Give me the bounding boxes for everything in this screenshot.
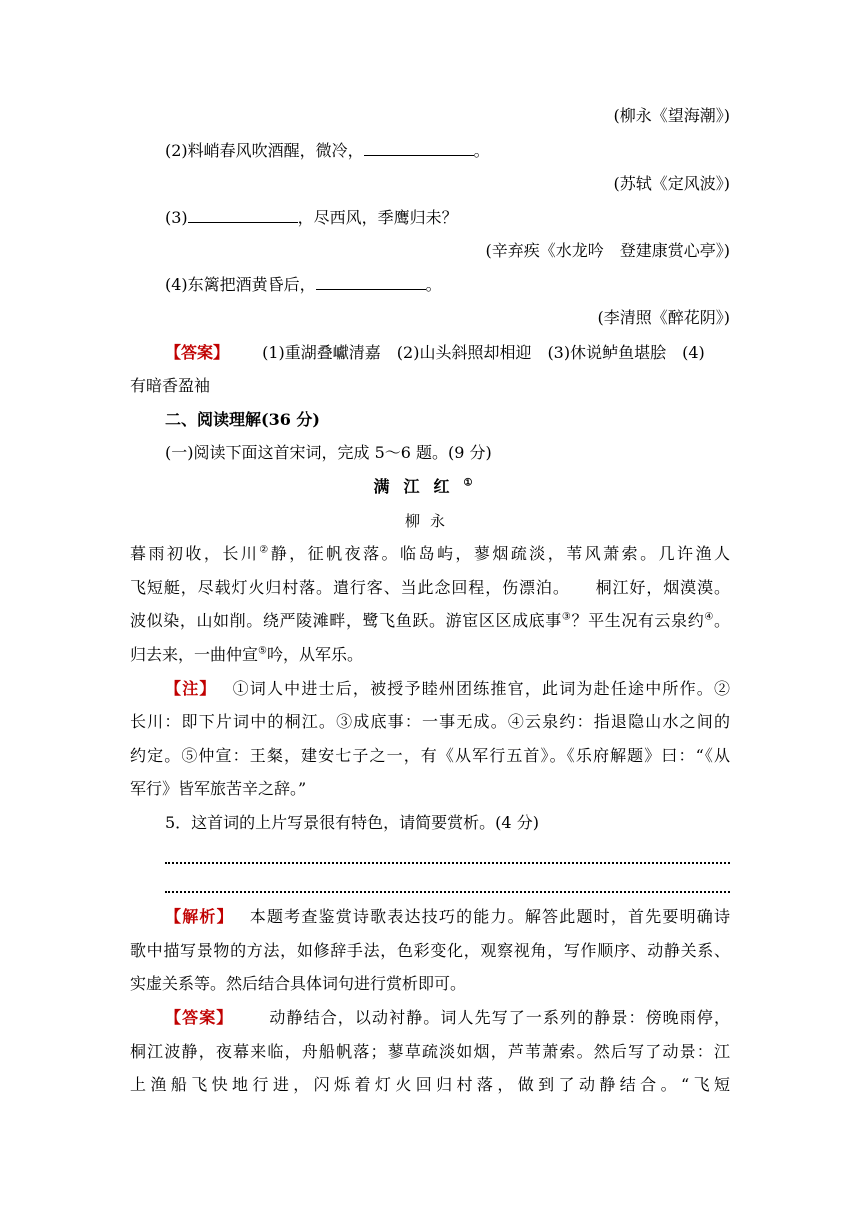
answer5-line: 上渔船飞快地行进，闪烁着灯火回归村落，做到了动静结合。“飞短 [130,1075,730,1094]
poem-text: ？平生况有云泉约 [571,611,705,630]
section-heading: 二、阅读理解(36 分) [165,410,320,429]
footnote-marker: ② [259,544,271,556]
footnote-marker: ⑤ [258,645,267,657]
answer-text: (1)重湖叠巘清嘉 (2)山头斜照却相迎 (3)休说鲈鱼堪脍 (4) [262,343,705,362]
question-5: 5．这首词的上片写景很有特色，请简要赏析。(4 分) [165,813,539,832]
question-4 [165,273,442,297]
poem-text: 。 [713,611,730,630]
answer-tag: 【答案】 [165,1008,234,1027]
footnote-marker: ③ [561,611,572,623]
poem-title [0,475,860,499]
note-line: 军行》皆军旅苦辛之辞。” [130,779,307,798]
source-citation: (柳永《望海潮》) [613,106,730,125]
question-text: 。 [425,275,442,294]
question-3 [165,206,458,230]
answer5-text: 动静结合，以动衬静。词人先写了一系列的静景：傍晚雨停， [269,1008,730,1027]
poem-author: 柳永 [404,512,455,530]
note-tag: 【注】 [165,679,217,698]
answer5-line [165,1006,730,1030]
analysis-text: 本题考查鉴赏诗歌表达技巧的能力。解答此题时，首先要明确诗 [249,907,730,926]
analysis-line [165,905,730,929]
answer-blank[interactable] [364,139,474,156]
poem-text: 吟，从军乐。 [266,645,363,664]
poem-text: 波似染，山如削。绕严陵滩畔，鹭飞鱼跃。游宦区区成底事 [130,611,562,630]
question-text: (4)东篱把酒黄昏后， [165,275,316,294]
poem-line [130,609,730,633]
footnote-marker: ① [463,477,487,489]
analysis-tag: 【解析】 [165,907,234,926]
question-text: 。 [473,141,490,160]
poem-text: 暮雨初收，长川 [130,544,260,563]
poem-text: 飞短艇，尽载灯火归村落。遣行客、当此念回程，伤漂泊。 桐江好，烟漠漠。 [130,578,730,597]
poem-line [130,576,730,600]
note-line: 长川：即下片词中的桐江。③成底事：一事无成。④云泉约：指退隐山水之间的 [130,712,730,731]
poem-text: 归去来，一曲仲宣 [130,645,259,664]
source-citation: (苏轼《定风波》) [613,174,730,193]
source-citation: (李清照《醉花阴》) [597,308,730,327]
analysis-line: 歌中描写景物的方法，如修辞手法，色彩变化，观察视角，写作顺序、动静关系、 [130,941,730,960]
poem-line [130,643,363,667]
answer-line [165,341,705,365]
answer-blank[interactable] [188,206,298,223]
poem-line [130,542,730,566]
answer-tag: 【答案】 [165,343,230,362]
footnote-marker: ④ [704,611,714,623]
question-text: ，尽西风，季鹰归未？ [297,208,458,227]
source-citation: (辛弃疾《水龙吟 登建康赏心亭》) [485,241,730,260]
note-line [165,677,730,701]
answer-blank[interactable] [316,273,426,290]
note-line: 约定。⑤仲宣：王粲，建安七子之一，有《从军行五首》。《乐府解题》曰：“《从 [130,746,730,765]
answer-text: 有暗香盈袖 [130,376,211,395]
answer5-line: 桐江波静，夜幕来临，舟船帆落；蓼草疏淡如烟，芦苇萧索。然后写了动景：江 [130,1042,730,1061]
analysis-line: 实虚关系等。然后结合具体词句进行赏析即可。 [130,974,467,993]
poem-title-text: 满江红 [373,477,464,496]
answer-line-dotted[interactable] [165,891,730,893]
question-text: (2)料峭春风吹酒醒，微冷， [165,141,364,160]
note-text: ①词人中进士后，被授予睦州团练推官，此词为赴任途中所作。② [232,679,730,698]
answer-line-dotted[interactable] [165,862,730,864]
section-intro: (一)阅读下面这首宋词，完成 5～6 题。(9 分) [165,443,492,462]
question-text: (3) [165,208,188,227]
poem-text: 静，征帆夜落。临岛屿，蓼烟疏淡，苇风萧索。几许渔人 [270,544,730,563]
question-2 [165,139,490,163]
